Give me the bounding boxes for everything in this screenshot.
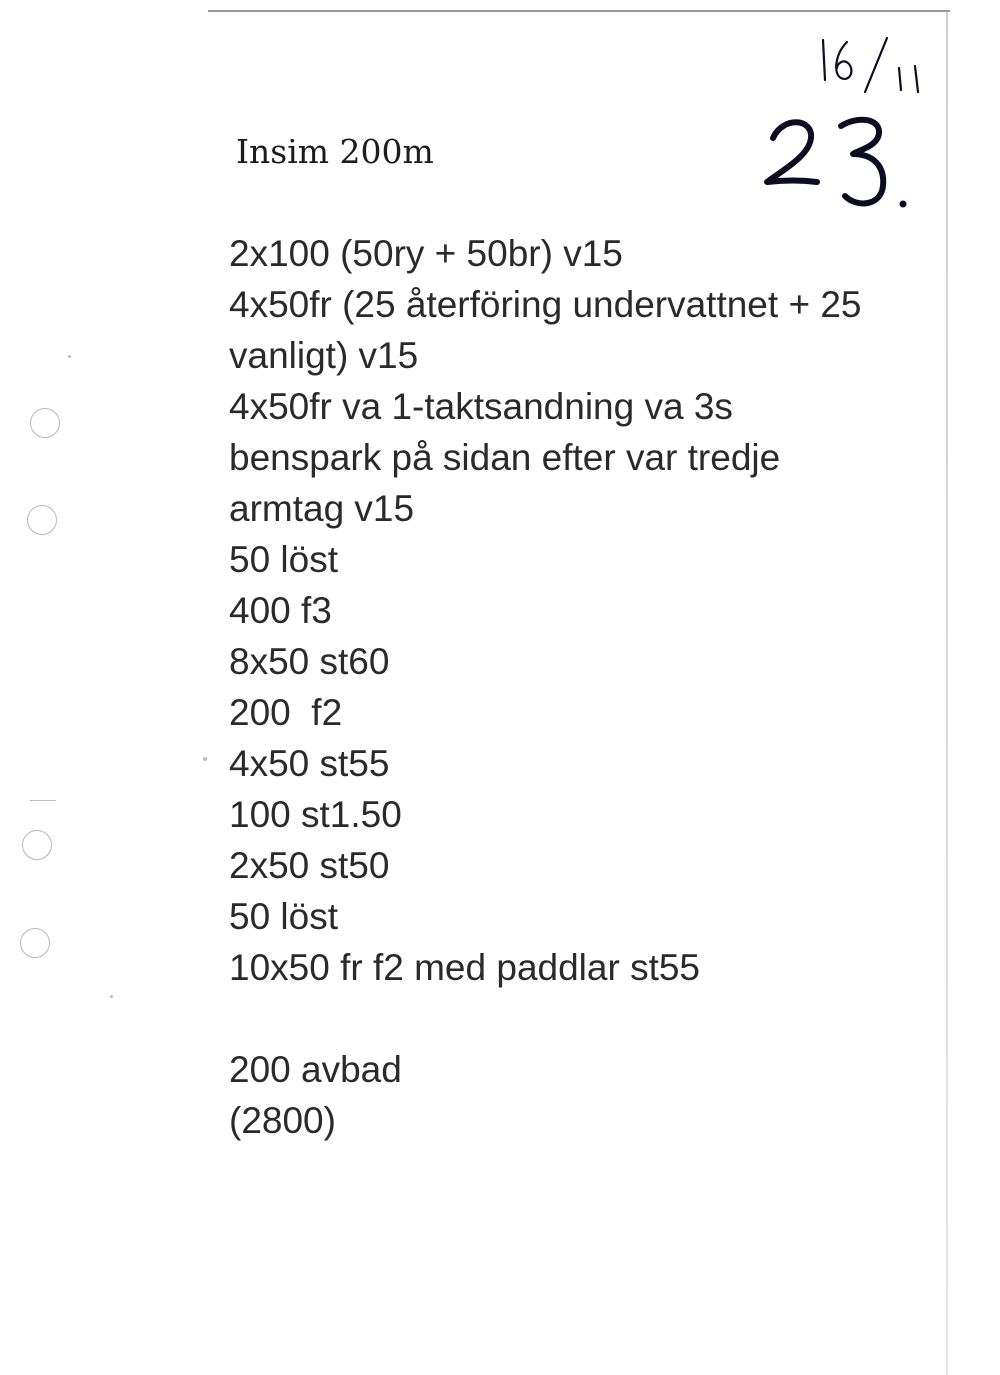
workout-line: 2x50 st50 (229, 845, 390, 886)
page-top-edge (208, 10, 950, 12)
scan-speck (110, 995, 113, 998)
handwritten-dot (900, 201, 907, 208)
workout-line: armtag v15 (229, 488, 415, 529)
workout-line: vanligt) v15 (229, 335, 419, 376)
workout-line: 8x50 st60 (229, 641, 390, 682)
workout-line: 10x50 fr f2 med paddlar st55 (229, 947, 701, 988)
document-title: Insim 200m (236, 132, 434, 171)
punch-hole (30, 408, 60, 438)
workout-line: 400 f3 (229, 590, 332, 631)
workout-line: 4x50fr (25 återföring undervattnet + 25 (229, 284, 862, 325)
scan-speck (68, 355, 71, 358)
punch-hole (27, 505, 57, 535)
workout-line: 4x50fr va 1-taktsandning va 3s (229, 386, 733, 427)
workout-list (229, 228, 949, 1146)
total-distance: (2800) (229, 1100, 336, 1141)
punch-hole (22, 830, 52, 860)
punch-hole (20, 928, 50, 958)
handwritten-number (755, 108, 915, 218)
scan-speck (30, 800, 56, 801)
workout-line: 4x50 st55 (229, 743, 390, 784)
workout-line: 50 löst (229, 896, 339, 937)
scan-speck (203, 757, 207, 761)
handwritten-date (815, 32, 935, 102)
workout-line: benspark på sidan efter var tredje (229, 437, 781, 478)
workout-line: 200 f2 (229, 692, 343, 733)
cooldown-line: 200 avbad (229, 1049, 402, 1090)
workout-line: 100 st1.50 (229, 794, 402, 835)
workout-line: 50 löst (229, 539, 339, 580)
workout-line: 2x100 (50ry + 50br) v15 (229, 233, 623, 274)
